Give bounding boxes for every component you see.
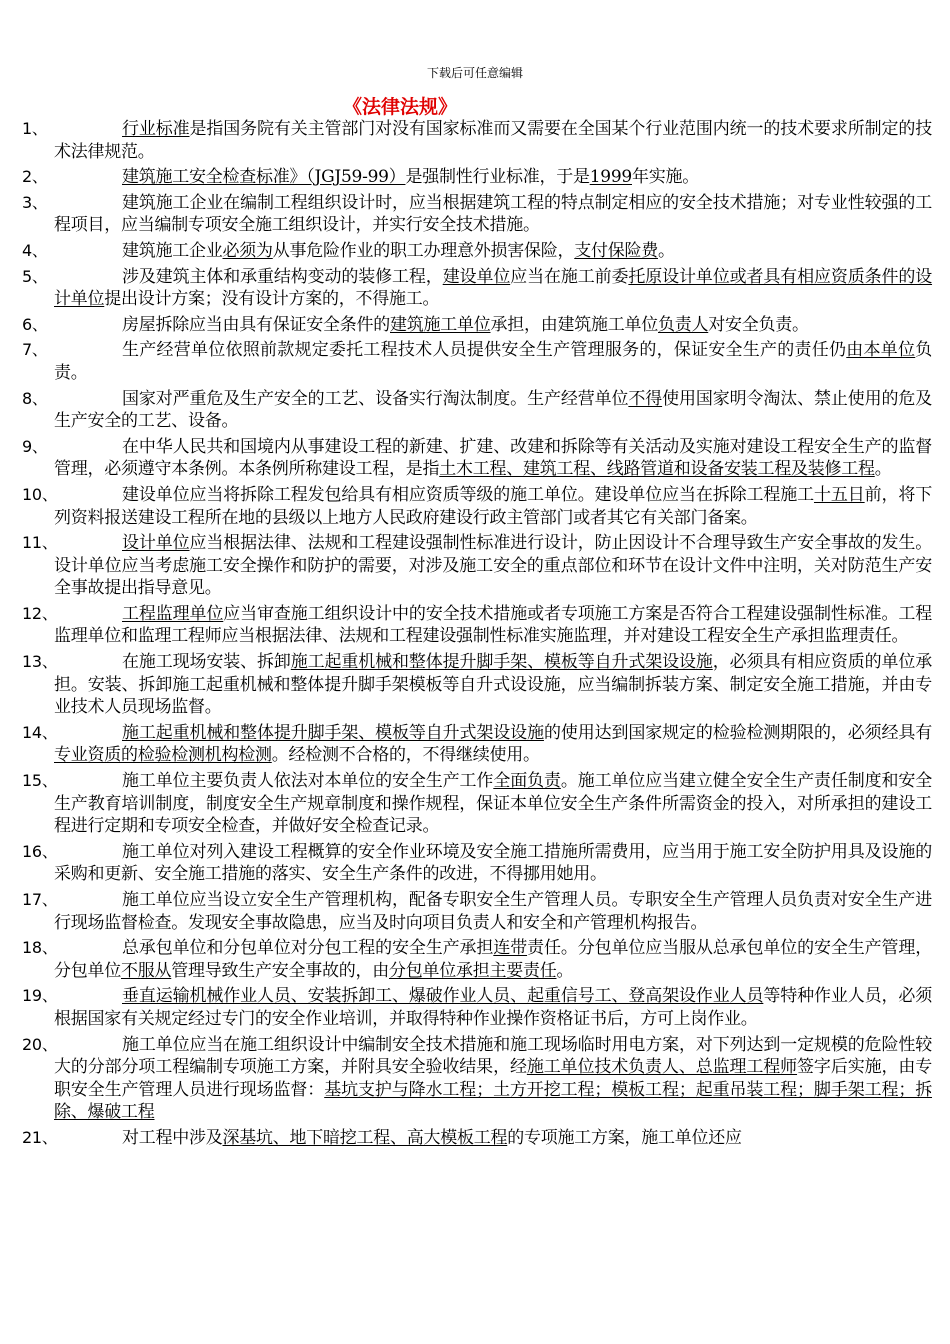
text-run: 在中华人民共和国境内从事建设工程的新建、扩建、改建和拆除等有关活动及实施对建设工程安全生产的监督管理，必须遵守本条例。本条例所称建设工程，是指 <box>54 436 932 480</box>
list-item <box>22 484 932 529</box>
item-number: 7、 <box>22 340 48 360</box>
item-text <box>22 1034 932 1124</box>
list-item <box>22 770 932 838</box>
list-item <box>22 192 932 237</box>
text-run: 在施工现场安装、拆卸 <box>122 652 291 673</box>
item-number: 12、 <box>22 603 58 623</box>
item-number: 21、 <box>22 1127 58 1147</box>
text-run: 管理导致生产安全事故的，由 <box>171 960 389 981</box>
text-run: ，必须具有相应资质的单位承担。安装、拆卸施工起重机械和整体提升脚手架模板等自升式设设施，应当编制拆装方案、制定安全施工措施，并由专业技术人员现场监督。 <box>54 652 933 718</box>
underlined-text: 专业资质的检验检测机构检测 <box>54 745 272 766</box>
underlined-text: 连带 <box>493 938 528 959</box>
text-run: 负责。 <box>54 340 933 383</box>
item-number: 8、 <box>22 388 48 408</box>
list-item <box>22 240 932 263</box>
text-run: 。 <box>658 240 675 261</box>
item-text <box>22 651 932 719</box>
text-run: 施工单位应当在施工组织设计中编制安全技术措施和施工现场临时用电方案，对下列达到一定规模的危险性较大的分部分项工程编制专项施工方案，并附具安全验收结果，经 <box>54 1034 932 1078</box>
underlined-text: 负责人 <box>658 314 709 335</box>
underlined-text: 全面负责 <box>493 771 561 792</box>
text-run: 建筑施工企业在编制工程组织设计时，应当根据建筑工程的特点制定相应的安全技术措施；对专业性较强的工程项目，应当编制专项安全施工组织设计，并实行安全技术措施。 <box>54 192 932 236</box>
item-text <box>22 240 932 263</box>
underlined-text: 不得 <box>628 388 663 409</box>
text-run: 使用国家明令淘汰、禁止使用的危及生产安全的工艺、设备。 <box>54 388 933 432</box>
regulation-list <box>22 118 932 1153</box>
item-number: 5、 <box>22 266 48 286</box>
item-number: 16、 <box>22 841 58 861</box>
text-run: 从事危险作业的职工办理意外损害保险， <box>272 240 575 261</box>
text-run: 责任。分包单位应当服从总承包单位的安全生产管理，分包单位 <box>54 938 933 981</box>
list-item <box>22 532 932 600</box>
underlined-text: 基坑支护与降水工程；土方开挖工程；模板工程；起重吊装工程；脚手架工程；拆除、爆破工程 <box>54 1079 933 1123</box>
list-item <box>22 985 932 1030</box>
text-run: 生产经营单位依照前款规定委托工程技术人员提供安全生产管理服务的，保证安全生产的责任仍 <box>122 340 847 361</box>
item-number: 19、 <box>22 986 58 1006</box>
item-number: 20、 <box>22 1034 58 1054</box>
list-item <box>22 118 932 163</box>
text-run: 应当审查施工组织设计中的安全技术措施或者专项施工方案是否符合工程建设强制性标准。工程监理单位和监理工程师应当根据法律、法规和工程建设强制性标准实施监理，并对建设工程安全生产承担监理责任。 <box>54 603 933 647</box>
list-item <box>22 603 932 648</box>
text-run: 总承包单位和分包单位对分包工程的安全生产承担 <box>122 938 494 959</box>
underlined-text: 施工起重机械和整体提升脚手架、模板等自升式架设设施 <box>290 652 713 673</box>
item-text <box>22 937 932 982</box>
list-item <box>22 937 932 982</box>
item-text <box>22 314 932 337</box>
list-item <box>22 1127 932 1150</box>
item-number: 11、 <box>22 533 58 553</box>
item-number: 13、 <box>22 652 58 672</box>
item-number: 14、 <box>22 722 58 742</box>
item-number: 2、 <box>22 167 48 187</box>
underlined-text: 1999 <box>589 167 632 188</box>
text-run: 是强制性行业标准，于是 <box>405 167 590 188</box>
underlined-text: 工程监理单位 <box>122 603 224 624</box>
underlined-text: 支付保险费 <box>574 240 658 261</box>
list-item <box>22 651 932 719</box>
underlined-text: 土木工程、建筑工程、线路管道和设备安装工程及装修工程 <box>439 459 875 480</box>
list-item <box>22 266 932 311</box>
text-run: 房屋拆除应当由具有保证安全条件的 <box>122 314 390 335</box>
list-item <box>22 1034 932 1124</box>
text-run: 承担，由建筑施工单位 <box>490 314 658 335</box>
list-item <box>22 889 932 934</box>
text-run: 涉及建筑主体和承重结构变动的装修工程， <box>122 266 443 287</box>
list-item <box>22 722 932 767</box>
list-item <box>22 339 932 384</box>
item-text <box>22 118 932 163</box>
underlined-text: 施工起重机械和整体提升脚手架、模板等自升式架设设施 <box>122 722 544 743</box>
list-item <box>22 314 932 337</box>
item-text <box>22 192 932 237</box>
text-run: 施工单位应当设立安全生产管理机构，配备专职安全生产管理人员。专职安全生产管理人员负责对安全生产进行现场监督检查。发现安全事故隐患，应当及时向项目负责人和安全和产管理机构报告。 <box>54 890 932 933</box>
text-run: 的专项施工方案，施工单位还应 <box>507 1127 742 1148</box>
item-number: 9、 <box>22 436 48 456</box>
text-run: 。施工单位应当建立健全安全生产责任制度和安全生产教育培训制度，制度安全生产规章制度和操作规程，保证本单位安全生产条件所需资金的投入，对所承担的建设工程进行定期和专项安全检查，并做好安全检查记录。 <box>54 771 933 837</box>
underlined-text: 不服从 <box>121 960 172 981</box>
text-run: 年实施。 <box>631 167 699 188</box>
item-text <box>22 166 932 189</box>
underlined-text: 必须为 <box>222 240 273 261</box>
item-number: 18、 <box>22 938 58 958</box>
list-item <box>22 841 932 886</box>
item-text <box>22 436 932 481</box>
list-item <box>22 436 932 481</box>
item-text <box>22 889 932 934</box>
list-item <box>22 388 932 433</box>
underlined-text: 深基坑、地下暗挖工程、高大模板工程 <box>222 1127 508 1148</box>
text-run: 应当在施工前委 <box>510 266 629 287</box>
underlined-text: 由本单位 <box>846 340 916 361</box>
text-run: 是指国务院有关主管部门对没有国家标准而又需要在全国某个行业范围内统一的技术要求所制定的技术法律规范。 <box>54 119 933 162</box>
item-number: 6、 <box>22 314 48 334</box>
underlined-text: 建筑施工单位 <box>390 314 491 335</box>
item-text <box>22 1127 932 1150</box>
item-text <box>22 985 932 1030</box>
item-text <box>22 603 932 648</box>
text-run: 。 <box>556 960 574 981</box>
item-number: 15、 <box>22 771 58 791</box>
text-run: 施工单位主要负责人依法对本单位的安全生产工作 <box>122 771 494 792</box>
list-item <box>22 166 932 189</box>
text-run: 国家对严重危及生产安全的工艺、设备实行淘汰制度。生产经营单位 <box>122 388 629 409</box>
item-text <box>22 484 932 529</box>
text-run: 。 <box>874 459 892 480</box>
text-run: 建筑施工企业 <box>122 240 223 261</box>
text-run: 建设单位应当将拆除工程发包给具有相应资质等级的施工单位。建设单位应当在拆除工程施工 <box>122 484 814 505</box>
item-text <box>22 266 932 311</box>
text-run: 对安全负责。 <box>708 314 809 335</box>
text-run: 签字后实施，由专职安全生产管理人员进行现场监督： <box>54 1057 933 1100</box>
text-run: 。经检测不合格的，不得继续使用。 <box>271 745 540 766</box>
item-number: 17、 <box>22 890 58 909</box>
underlined-text: 建设单位 <box>442 266 511 287</box>
underlined-text: 分包单位承担主要责任 <box>389 960 557 981</box>
text-run: 对工程中涉及 <box>122 1127 223 1148</box>
item-text <box>22 532 932 600</box>
document-title: 《法律法规》 <box>342 96 457 118</box>
underlined-text: 垂直运输机械作业人员、安装拆卸工、爆破作业人员、起重信号工、登高架设作业人员 <box>122 986 764 1007</box>
item-number: 4、 <box>22 240 48 260</box>
underlined-text: 行业标准 <box>122 119 190 139</box>
item-text <box>22 841 932 886</box>
item-text <box>22 339 932 384</box>
page-header: 下载后可任意编辑 <box>426 66 523 80</box>
item-text <box>22 722 932 767</box>
item-text <box>22 388 932 433</box>
text-run: 前，将下列资料报送建设工程所在地的县级以上地方人民政府建设行政主管部门或者其它有关部门备案。 <box>54 484 933 528</box>
text-run: 施工单位对列入建设工程概算的安全作业环境及安全施工措施所需费用，应当用于施工安全防护用具及设施的采购和更新、安全施工措施的落实、安全生产条件的改进，不得挪用她用。 <box>54 841 932 885</box>
underlined-text: 设计单位 <box>122 533 190 554</box>
item-number: 1、 <box>22 119 48 138</box>
underlined-text: 施工单位技术负责人、总监理工程师 <box>526 1057 798 1078</box>
item-text <box>22 770 932 838</box>
text-run: 提出设计方案；没有设计方案的，不得施工。 <box>104 289 440 310</box>
text-run: 等特种作业人员，必须根据国家有关规定经过专门的安全作业培训，并取得特种作业操作资格证书后，方可上岗作业。 <box>54 986 933 1029</box>
underlined-text: 托原设计单位或者具有相应资质条件的设计单位 <box>54 266 933 310</box>
underlined-text: 十五日 <box>813 484 865 505</box>
text-run: 的使用达到国家规定的检验检测期限的，必须经具有 <box>543 722 933 743</box>
underlined-text: 建筑施工安全检查标准》（JGJ59-99） <box>122 167 406 188</box>
text-run: 应当根据法律、法规和工程建设强制性标准进行设计，防止因设计不合理导致生产安全事故的发生。设计单位应当考虑施工安全操作和防护的需要，对涉及施工安全的重点部位和环节在设计文件中注明，关对防范生产安全事故提出指导意见。 <box>54 533 933 599</box>
item-number: 10、 <box>22 484 58 504</box>
item-number: 3、 <box>22 192 48 212</box>
